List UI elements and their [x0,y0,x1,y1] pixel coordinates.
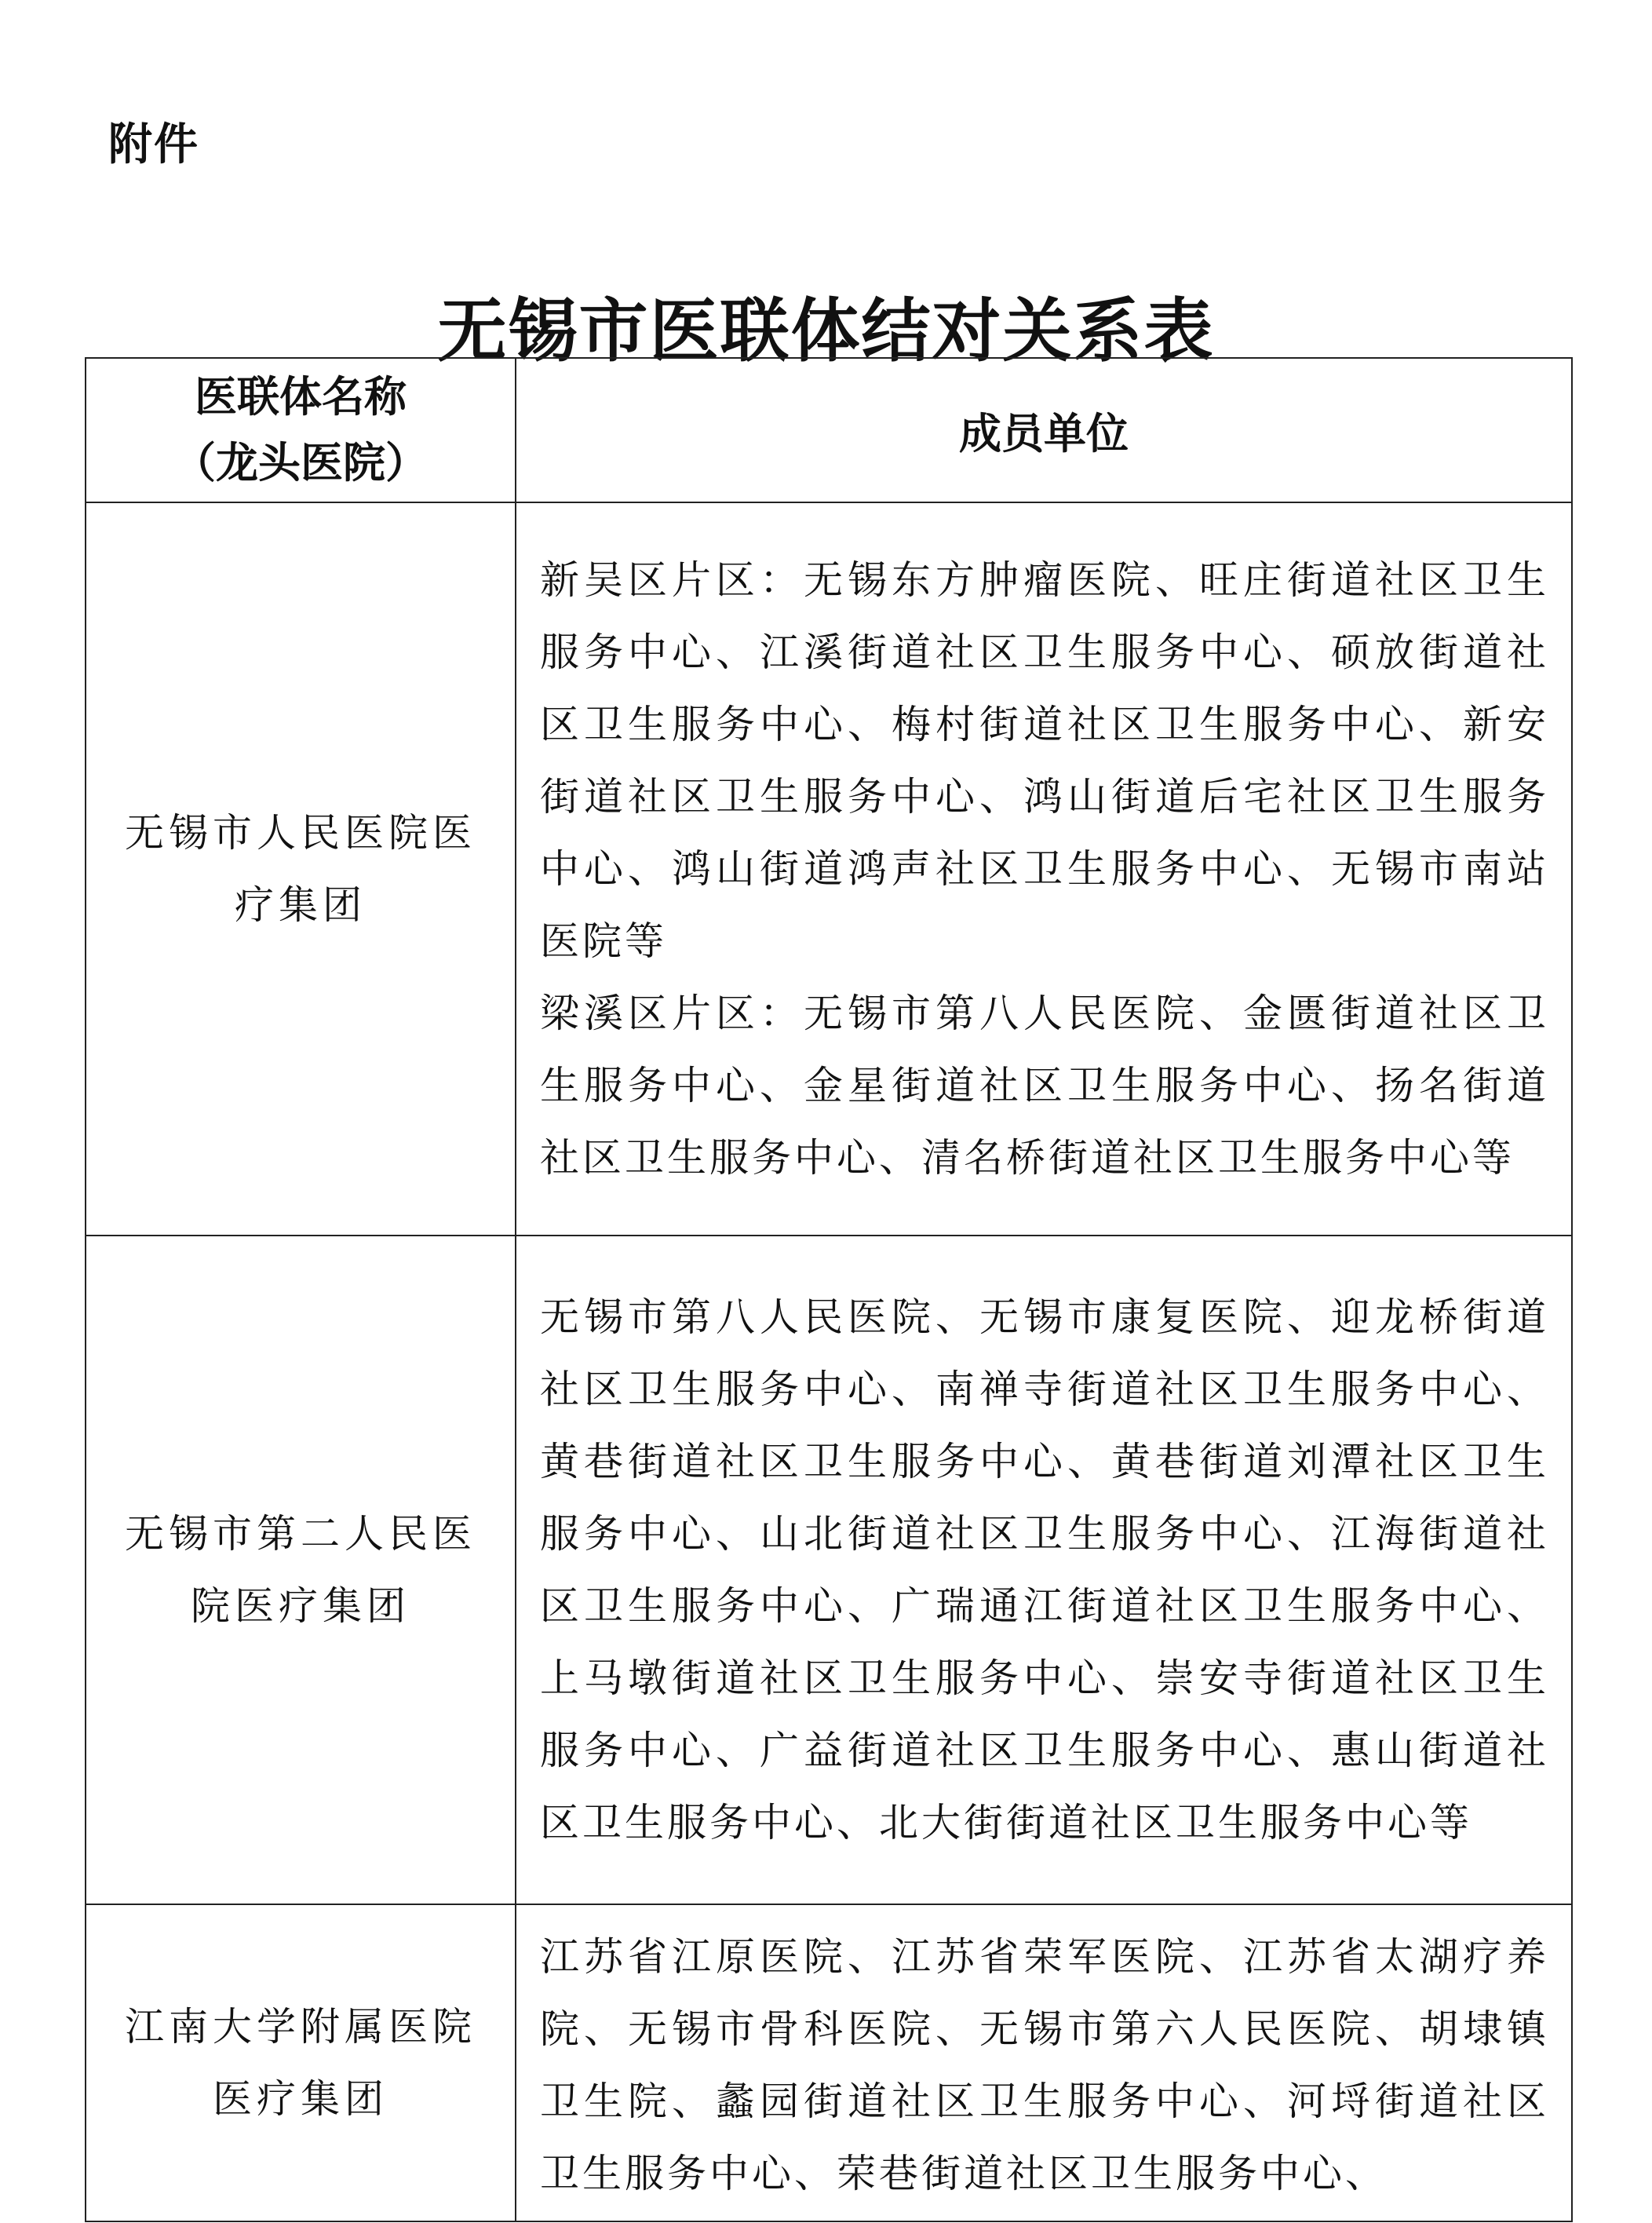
table-row [86,1904,1572,2221]
member-units-paragraph: 无锡市第八人民医院、无锡市康复医院、迎龙桥街道社区卫生服务中心、南禅寺街道社区卫生服务中心、黄巷街道社区卫生服务中心、黄巷街道刘潭社区卫生服务中心、山北街道社区卫生服务中心、江海街道社区卫生服务中心、广瑞通江街道社区卫生服务中心、上马墩街道社区卫生服务中心、崇安寺街道社区卫生服务中心、广益街道社区卫生服务中心、惠山街道社区卫生服务中心、北大街街道社区卫生服务中心等 [540,1294,1549,1845]
member-units-paragraph: 梁溪区片区：无锡市第八人民医院、金匮街道社区卫生服务中心、金星街道社区卫生服务中心、扬名街道社区卫生服务中心、清名桥街道社区卫生服务中心等 [540,991,1549,1181]
table-row [86,1236,1572,1904]
table-header-row [86,358,1572,502]
table-row [86,502,1572,1236]
alliance-name-cell: 江南大学附属医院医疗集团 [86,1904,516,2221]
member-units-paragraph: 新吴区片区：无锡东方肿瘤医院、旺庄街道社区卫生服务中心、江溪街道社区卫生服务中心、硕放街道社区卫生服务中心、梅村街道社区卫生服务中心、新安街道社区卫生服务中心、鸿山街道后宅社区卫生服务中心、鸿山街道鸿声社区卫生服务中心、无锡市南站医院等 [540,557,1549,964]
member-units-cell [516,1236,1572,1904]
header-alliance-name-line1: 医联体名称 [195,372,407,422]
member-units-cell [516,1904,1572,2221]
member-units-paragraph: 江苏省江原医院、江苏省荣军医院、江苏省太湖疗养院、无锡市骨科医院、无锡市第六人民医院、胡埭镇卫生院、蠡园街道社区卫生服务中心、河埒街道社区卫生服务中心、荣巷街道社区卫生服务中心、 [540,1934,1549,2196]
attachment-label: 附件 [108,119,199,170]
header-member-units: 成员单位 [516,358,1572,502]
alliance-name-cell: 无锡市第二人民医院医疗集团 [86,1236,516,1904]
pairing-table [85,357,1573,2222]
page-title: 无锡市医联体结对关系表 [437,290,1215,371]
header-alliance-name [86,358,516,502]
alliance-name-cell: 无锡市人民医院医疗集团 [86,502,516,1236]
member-units-cell [516,502,1572,1236]
header-alliance-name-line2: （龙头医院） [173,438,428,487]
